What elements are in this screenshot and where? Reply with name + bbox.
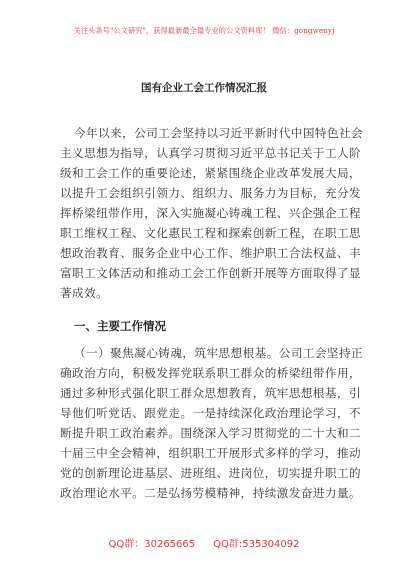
paragraph-1-line-1: 今年以来，公司工会坚持以习近平新时代中国特色社会 xyxy=(74,126,364,140)
paragraph-1-line-3: 级和工会工作的重要论述，紧紧围绕企业改革发展大局， xyxy=(60,166,362,180)
paragraph-1-line-2: 主义思想为指导，认真学习贯彻习近平总书记关于工人阶 xyxy=(60,146,362,160)
paragraph-2-line-7: 党的创新理论进基层、进班组、进岗位，切实提升职工的 xyxy=(60,466,362,480)
document-title: 国有企业工会工作情况汇报 xyxy=(141,82,267,94)
paragraph-2-line-8: 政治理论水平。二是弘扬劳模精神，持续激发奋进力量。 xyxy=(60,486,362,500)
paragraph-1-line-5: 挥桥梁纽带作用，深入实施凝心铸魂工程、兴企强企工程 xyxy=(60,206,362,220)
paragraph-1-line-4: 以提升工会组织引领力、组织力、服务力为目标，充分发 xyxy=(60,186,362,200)
section-heading-1: 一、主要工作情况 xyxy=(74,319,166,333)
promo-header: 关注头条号"公文研究"，获得最新最全最专业的公文资料库！ 微信：gongwenyj xyxy=(73,26,335,35)
paragraph-2-line-3: 通过多种形式强化职工群众思想教育，筑牢思想根基，引 xyxy=(60,386,362,400)
paragraph-2-line-5: 断提升职工政治素养。围绕深入学习贯彻党的二十大和二 xyxy=(60,426,362,440)
paragraph-2-line-6: 十届三中全会精神，组织职工开展形式多样的学习，推动 xyxy=(60,446,362,460)
paragraph-1-line-8: 富职工文体活动和推动工会工作创新开展等方面取得了显 xyxy=(60,266,362,280)
paragraph-1-line-9: 著成效。 xyxy=(60,286,109,300)
paragraph-2-line-2: 确政治方向，积极发挥党联系职工群众的桥梁纽带作用， xyxy=(60,366,362,380)
qq-group-1: QQ群：30265665 xyxy=(108,539,196,550)
paragraph-1-line-7: 想政治教育、服务企业中心工作、维护职工合法权益、丰 xyxy=(60,246,362,260)
paragraph-2-line-4: 导他们听党话、跟党走。一是持续深化政治理论学习，不 xyxy=(60,406,362,420)
paragraph-2-line-1: （一）聚焦凝心铸魂，筑牢思想根基。公司工会坚持正 xyxy=(74,346,364,360)
contact-footer xyxy=(0,535,408,550)
qq-group-2: QQ群:535304092 xyxy=(213,539,300,550)
paragraph-1-line-6: 职工维权工程、文化惠民工程和探索创新工程，在职工思 xyxy=(60,226,362,240)
